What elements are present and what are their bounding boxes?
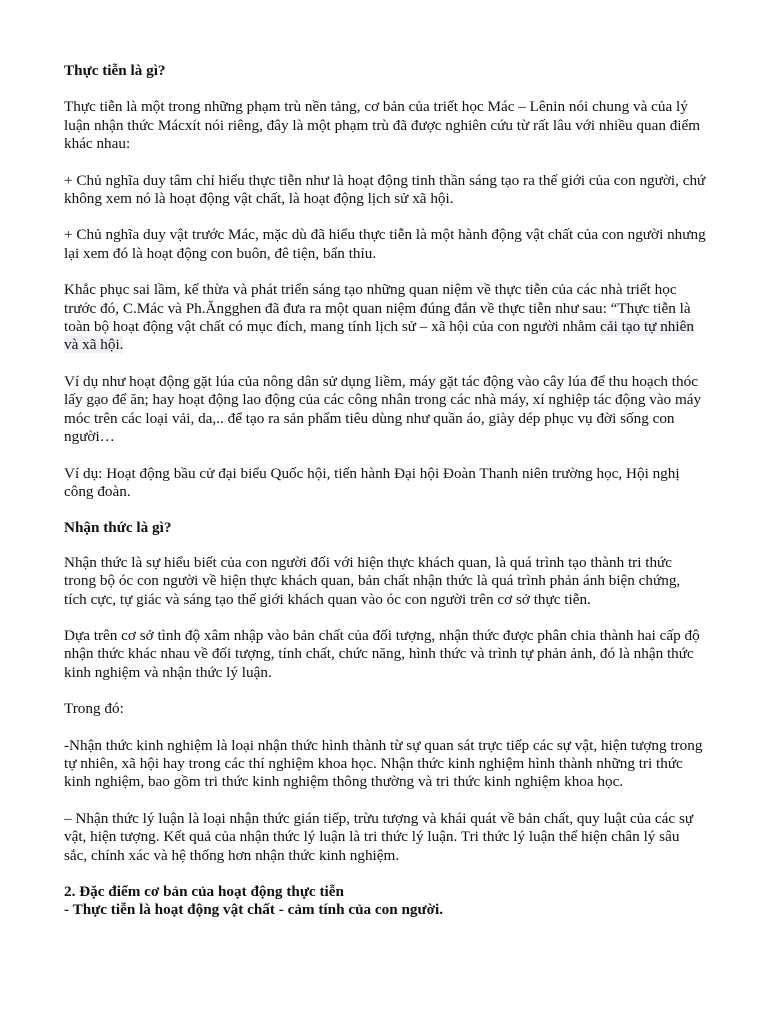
paragraph-example-1: Ví dụ như hoạt động gặt lúa của nông dân sử dụng liềm, máy gặt tác động vào cây lúa để thu hoạch thóc lấy gạo để ăn; hay hoạt động lao động của các công nhân trong các nhà máy, xí nghiệp tác động vào máy móc trên các loại vải, da,.. để tạo ra sản phẩm tiêu dùng như quần áo, giày dép phục vụ đời sống con người… <box>64 372 702 446</box>
paragraph-cognition-levels: Dựa trên cơ sở tình độ xâm nhập vào bản chất của đối tượng, nhận thức được phân chia thành hai cấp độ nhận thức khác nhau về đối tượng, tính chất, chức năng, hình thức và trình tự phản ảnh, đó là nhận thức kinh nghiệm và nhận thức lý luận. <box>64 626 700 681</box>
highlighted-text: cải tạo tự nhiên và xã hội. <box>64 318 694 354</box>
paragraph-practice-intro: Thực tiễn là một trong những phạm trù nền tảng, cơ bản của triết học Mác – Lênin nói chung và của lý luận nhận thức Mácxít nói riêng, đây là một phạm trù đã được nghiên cứu từ rất lâu với nhiều quan điểm khác nhau: <box>64 98 701 153</box>
example-2-text: Hoạt động bầu cử đại biểu Quốc hội, tiến hành Đại hội Đoàn Thanh niên trường học, Hội nghị công đoàn. <box>64 464 680 500</box>
paragraph-empirical-cognition: -Nhận thức kinh nghiệm là loại nhận thức hình thành từ sự quan sát trực tiếp các sự vật, hiện tượng trong tự nhiên, xã hội hay trong các thí nghiệm khoa học. Nhận thức kinh nghiệm hình thành những tri thức kinh nghiệm, bao gồm tri thức kinh nghiệm thông thường và tri thức kinh nghiệm khoa học. <box>64 736 703 791</box>
paragraph-idealism: + Chủ nghĩa duy tâm chỉ hiểu thực tiễn như là hoạt động tinh thần sáng tạo ra thế giới của con người, chứ không xem nó là hoạt động vật chất, là hoạt động lịch sử xã hội. <box>64 171 706 208</box>
paragraph-cognition-definition: Nhận thức là sự hiểu biết của con người đối với hiện thực khách quan, là quá trình tạo thành tri thức trong bộ óc con người về hiện thực khách quan, bản chất nhận thức là quá trình phản ánh biện chứng, tích cực, tự giác và sáng tạo thế giới khách quan vào óc con người trên cơ sở thực tiễn. <box>64 553 681 608</box>
paragraph-example-2 <box>64 465 706 502</box>
heading-practice: Thực tiễn là gì? <box>64 62 166 79</box>
paragraph-overcome <box>64 281 706 355</box>
example-2-label: Ví dụ: <box>64 464 103 482</box>
paragraph-materialism: + Chủ nghĩa duy vật trước Mác, mặc dù đã hiểu thực tiễn là một hành động vật chất của con người nhưng lại xem đó là hoạt động con buôn, đê tiện, bẩn thỉu. <box>64 226 706 262</box>
paragraph-theoretical-cognition: – Nhận thức lý luận là loại nhận thức gián tiếp, trừu tượng và khái quát về bản chất, quy luật của các sự vật, hiện tượng. Kết quả của nhận thức lý luận là tri thức lý luận. Tri thức lý luận thể hiện chân lý sâu sắc, chính xác và hệ thống hơn nhận thức kinh nghiệm. <box>64 809 694 864</box>
heading-section-2-subtitle: - Thực tiễn là hoạt động vật chất - cảm tính của con người. <box>64 901 444 919</box>
heading-section-2: 2. Đặc điểm cơ bản của hoạt động thực tiễn <box>64 883 344 900</box>
paragraph-among: Trong đó: <box>64 700 124 718</box>
heading-cognition: Nhận thức là gì? <box>64 519 172 537</box>
paragraph-overcome-text: Khắc phục sai lầm, kế thừa và phát triển sáng tạo những quan niệm về thực tiễn của các nhà triết học trước đó, C.Mác và Ph.Ăngghen đã đưa ra một quan niệm đúng đắn về thực tiễn như sau: “Thực tiễn là toàn bộ hoạt động vật chất có mục đích, mang tính lịch sử – xã hội của con người nhằm <box>64 281 691 336</box>
